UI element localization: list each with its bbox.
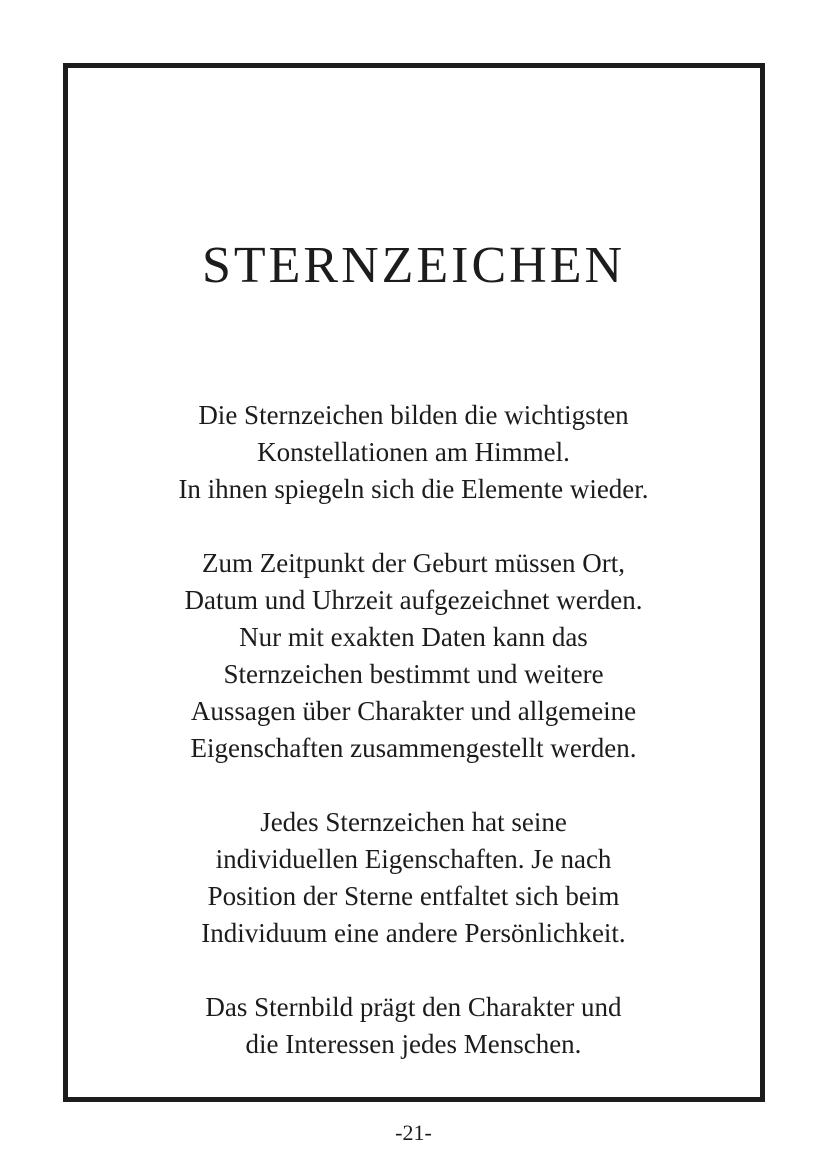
text-line: die Interessen jedes Menschen.: [245, 1029, 582, 1059]
text-line: Datum und Uhrzeit aufgezeichnet werden.: [184, 585, 643, 615]
text-line: Sternzeichen bestimmt und weitere: [223, 659, 604, 689]
text-line: Konstellationen am Himmel.: [257, 437, 570, 467]
text-line: Zum Zeitpunkt der Geburt müssen Ort,: [202, 548, 625, 578]
body-text: [0, 397, 827, 1063]
text-line: Das Sternbild prägt den Charakter und: [205, 992, 622, 1022]
text-line: individuellen Eigenschaften. Je nach: [215, 844, 612, 874]
paragraph-birth-data: [0, 545, 827, 767]
text-line: Aussagen über Charakter und allgemeine: [190, 696, 637, 726]
paragraph-individual-traits: [0, 804, 827, 952]
text-line: Nur mit exakten Daten kann das: [239, 622, 588, 652]
text-line: Die Sternzeichen bilden die wichtigsten: [198, 400, 629, 430]
page-number: -21-: [395, 1120, 432, 1145]
paragraph-intro: [0, 397, 827, 508]
text-line: Eigenschaften zusammengestellt werden.: [190, 733, 637, 763]
text-line: In ihnen spiegeln sich die Elemente wieder.: [178, 474, 649, 504]
paragraph-conclusion: [0, 989, 827, 1063]
text-line: Jedes Sternzeichen hat seine: [260, 807, 567, 837]
page-title: STERNZEICHEN: [201, 237, 626, 294]
text-line: Individuum eine andere Persönlichkeit.: [201, 918, 626, 948]
text-line: Position der Sterne entfaltet sich beim: [207, 881, 620, 911]
